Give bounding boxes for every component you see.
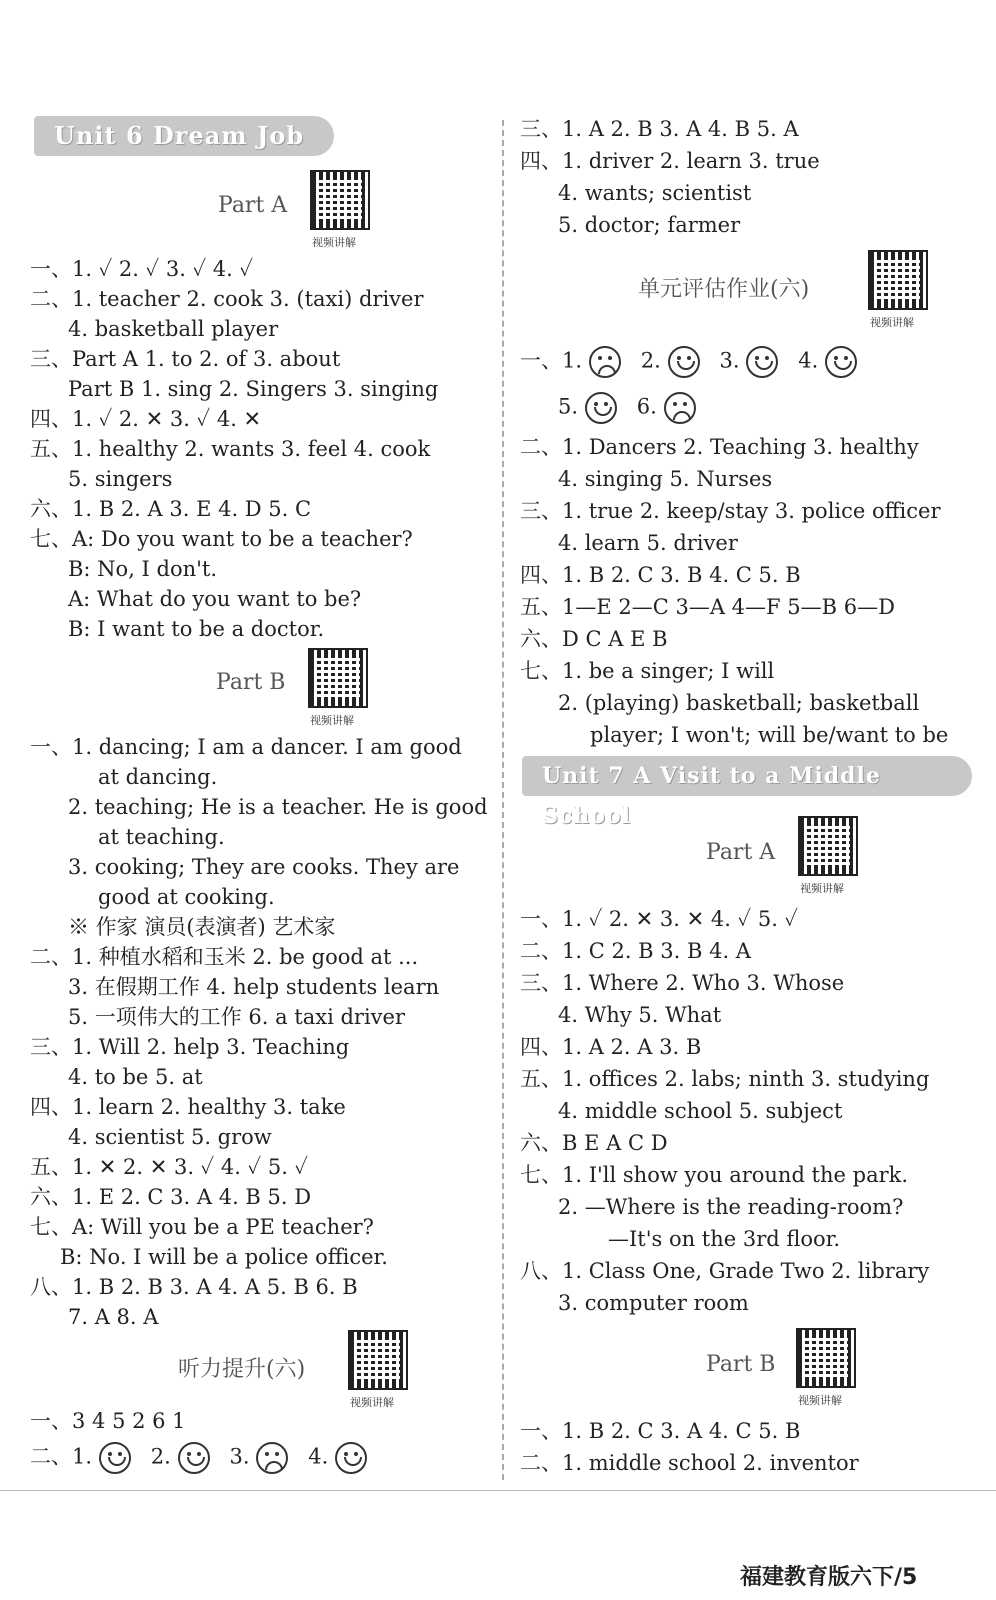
unit6-part-a-title: Part A: [218, 193, 288, 218]
smile-face-icon: [99, 1442, 131, 1474]
smile-face-icon: [335, 1442, 367, 1474]
answer-row: 四、1. A 2. A 3. B: [520, 1035, 702, 1059]
answer-row: 一、1. ✓ 2. ✓ 3. ✓ 4. ✓: [30, 257, 254, 281]
sad-face-icon: [664, 392, 696, 424]
answer-row: 三、1. Where 2. Who 3. Whose: [520, 971, 845, 995]
answer-row: 五、1. ✕ 2. ✕ 3. ✓ 4. ✓ 5. ✓: [30, 1155, 309, 1179]
answer-number: 4.: [308, 1444, 329, 1469]
answer-row: A: What do you want to be?: [68, 587, 362, 611]
answer-row: 4. to be 5. at: [68, 1065, 203, 1089]
answer-row: 二、1. middle school 2. inventor: [520, 1451, 859, 1475]
qr-code-icon: [798, 816, 858, 876]
answer-row: —It's on the 3rd floor.: [608, 1227, 841, 1251]
answer-row: 六、B E A C D: [520, 1131, 668, 1155]
answer-number: 3.: [719, 348, 740, 373]
answer-row: 四、1. ✓ 2. ✕ 3. ✓ 4. ✕: [30, 407, 262, 431]
qr-code-icon: [796, 1328, 856, 1388]
answer-row: 四、1. learn 2. healthy 3. take: [30, 1095, 346, 1119]
answer-row: 四、1. driver 2. learn 3. true: [520, 149, 820, 173]
answer-row: 4. learn 5. driver: [558, 531, 738, 555]
qr-code-icon: [308, 648, 368, 708]
smile-face-icon: [585, 392, 617, 424]
unit6-part-b-title: Part B: [216, 670, 286, 695]
smile-face-icon: [178, 1442, 210, 1474]
answer-row: ※ 作家 演员(表演者) 艺术家: [68, 915, 336, 939]
qr-label: 视频讲解: [870, 316, 914, 329]
answer-row: 七、A: Do you want to be a teacher?: [30, 527, 413, 551]
answer-row: 2. —Where is the reading-room?: [558, 1195, 904, 1219]
answer-row: 4. wants; scientist: [558, 181, 752, 205]
qr-code-icon: [348, 1330, 408, 1390]
answer-row: B: I want to be a doctor.: [68, 617, 325, 641]
answer-number: 5.: [558, 394, 579, 419]
answer-row: 3. cooking; They are cooks. They are: [68, 855, 460, 879]
qr-label: 视频讲解: [310, 714, 354, 727]
answer-row: 2. (playing) basketball; basketball: [558, 691, 920, 715]
answer-row: 三、1. A 2. B 3. A 4. B 5. A: [520, 117, 799, 141]
smile-face-icon: [668, 346, 700, 378]
answer-row: 4. Why 5. What: [558, 1003, 722, 1027]
sad-face-icon: [589, 346, 621, 378]
answer-row: 4. middle school 5. subject: [558, 1099, 843, 1123]
smile-face-icon: [825, 346, 857, 378]
answer-number: 4.: [798, 348, 819, 373]
qr-code-icon: [310, 170, 370, 230]
answer-row: 一、1. dancing; I am a dancer. I am good: [30, 735, 462, 759]
listening-title: 听力提升(六): [178, 1357, 306, 1382]
answer-row: 八、1. Class One, Grade Two 2. library: [520, 1259, 930, 1283]
answer-row: 七、1. I'll show you around the park.: [520, 1163, 909, 1187]
answer-row: 一、1. B 2. C 3. A 4. C 5. B: [520, 1419, 801, 1443]
qr-label: 视频讲解: [798, 1394, 842, 1407]
answer-row: 四、1. B 2. C 3. B 4. C 5. B: [520, 563, 801, 587]
unit7-part-a-title: Part A: [706, 840, 776, 865]
answer-row: 3. computer room: [558, 1291, 749, 1315]
assessment-title: 单元评估作业(六): [638, 277, 810, 302]
face-answer-row: [520, 346, 857, 378]
answer-row: good at cooking.: [98, 885, 275, 909]
answer-row: 五、1. healthy 2. wants 3. feel 4. cook: [30, 437, 431, 461]
answer-row: 4. singing 5. Nurses: [558, 467, 773, 491]
answer-row: 六、D C A E B: [520, 627, 668, 651]
answer-row: 七、1. be a singer; I will: [520, 659, 775, 683]
qr-code-icon: [868, 250, 928, 310]
answer-row: 5. singers: [68, 467, 173, 491]
column-divider: [502, 120, 504, 1480]
answer-row: 五、1—E 2—C 3—A 4—F 5—B 6—D: [520, 595, 895, 619]
answer-number: 6.: [636, 394, 657, 419]
answer-row: 三、Part A 1. to 2. of 3. about: [30, 347, 341, 371]
answer-row: 八、1. B 2. B 3. A 4. A 5. B 6. B: [30, 1275, 358, 1299]
answer-row: 4. scientist 5. grow: [68, 1125, 272, 1149]
answer-row: 二、1. 种植水稻和玉米 2. be good at ...: [30, 945, 419, 969]
qr-label: 视频讲解: [312, 236, 356, 249]
answer-row: at dancing.: [98, 765, 218, 789]
answer-row: B: No, I don't.: [68, 557, 218, 581]
unit6-banner: Unit 6 Dream Job: [34, 116, 334, 156]
answer-row: 5. 一项伟大的工作 6. a taxi driver: [68, 1005, 406, 1029]
answer-row: 4. basketball player: [68, 317, 279, 341]
face-answer-row: [30, 1442, 367, 1474]
answer-number: 3.: [229, 1444, 250, 1469]
answer-row: player; I won't; will be/want to be: [590, 723, 949, 747]
answer-row: 一、1. ✓ 2. ✕ 3. ✕ 4. ✓ 5. ✓: [520, 907, 799, 931]
answer-row: 三、1. Will 2. help 3. Teaching: [30, 1035, 350, 1059]
answer-row: 七、A: Will you be a PE teacher?: [30, 1215, 374, 1239]
smile-face-icon: [746, 346, 778, 378]
answer-number: 2.: [640, 348, 661, 373]
unit7-banner: Unit 7 A Visit to a Middle School: [522, 756, 972, 796]
face-answer-row: [558, 392, 696, 424]
answer-row: 五、1. offices 2. labs; ninth 3. studying: [520, 1067, 930, 1091]
answer-row: 二、1. teacher 2. cook 3. (taxi) driver: [30, 287, 424, 311]
sad-face-icon: [256, 1442, 288, 1474]
qr-label: 视频讲解: [350, 1396, 394, 1409]
unit7-part-b-title: Part B: [706, 1352, 776, 1377]
answer-row: 三、1. true 2. keep/stay 3. police officer: [520, 499, 941, 523]
answer-number: 2.: [150, 1444, 171, 1469]
answer-row: 六、1. B 2. A 3. E 4. D 5. C: [30, 497, 312, 521]
answer-row: Part B 1. sing 2. Singers 3. singing: [68, 377, 439, 401]
answer-row: 二、1. Dancers 2. Teaching 3. healthy: [520, 435, 919, 459]
answer-row: 一、3 4 5 2 6 1: [30, 1409, 186, 1433]
answer-row: 3. 在假期工作 4. help students learn: [68, 975, 440, 999]
answer-row: 7. A 8. A: [68, 1305, 159, 1329]
answer-row: 二、1. C 2. B 3. B 4. A: [520, 939, 751, 963]
answer-row: 5. doctor; farmer: [558, 213, 741, 237]
footer-divider: [0, 1490, 996, 1491]
qr-label: 视频讲解: [800, 882, 844, 895]
answer-row: 六、1. E 2. C 3. A 4. B 5. D: [30, 1185, 312, 1209]
answer-row: B: No. I will be a police officer.: [60, 1245, 388, 1269]
answer-row: 2. teaching; He is a teacher. He is good: [68, 795, 488, 819]
page-footer: 福建教育版六下/5: [740, 1565, 918, 1590]
answer-number: 一、1.: [520, 348, 583, 373]
answer-row: at teaching.: [98, 825, 225, 849]
answer-number: 二、1.: [30, 1444, 93, 1469]
